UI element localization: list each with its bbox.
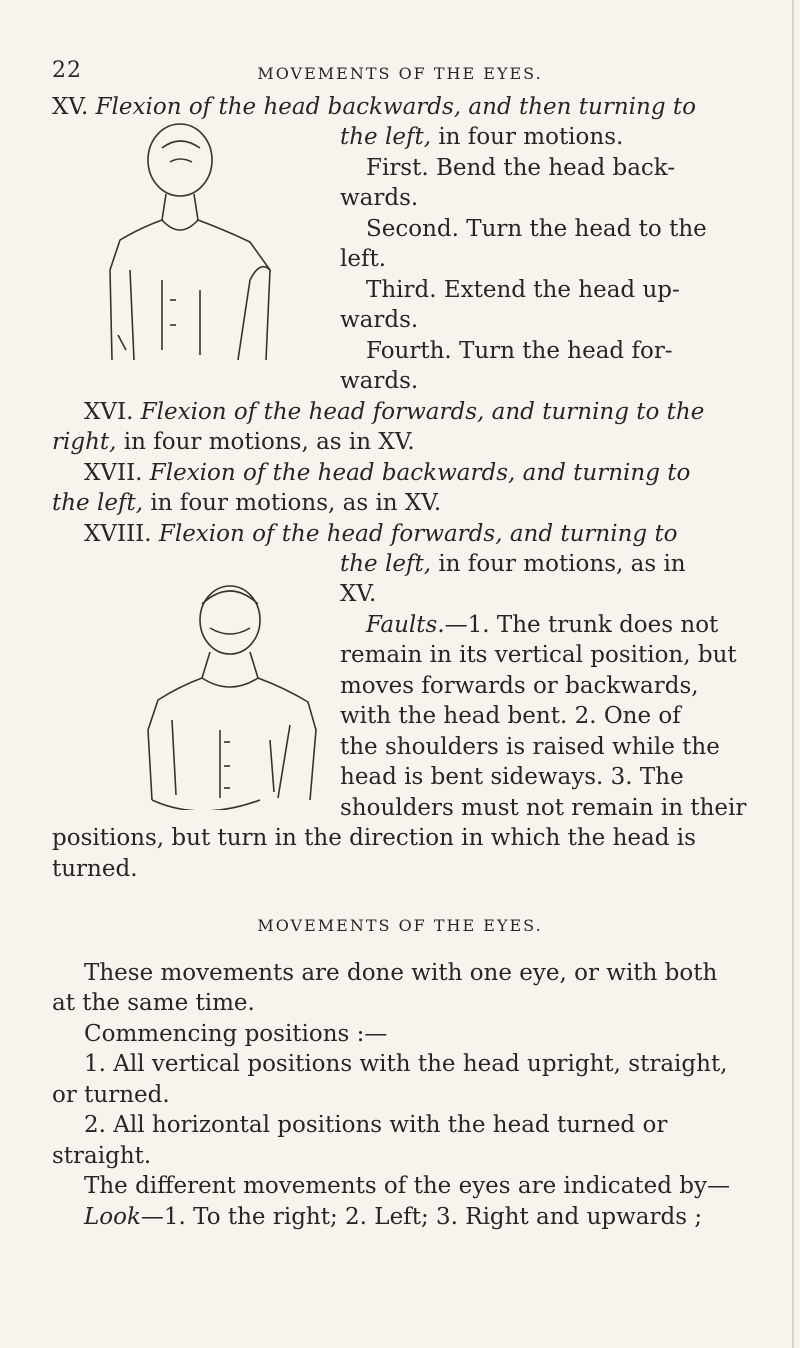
exercise-xvii-title-line2 bbox=[52, 488, 441, 518]
exercise-title: Flexion of the head backwards, and turning to bbox=[149, 460, 691, 486]
step-text: left. bbox=[340, 246, 387, 272]
paragraph-line: 2. All horizontal positions with the head turned or bbox=[84, 1112, 668, 1138]
page-edge bbox=[792, 0, 794, 1348]
faults-line: remain in its vertical position, but bbox=[340, 642, 737, 668]
step-text: First. Bend the head back- bbox=[366, 155, 676, 181]
exercise-title-rest: in four motions, as in bbox=[431, 551, 686, 577]
faults-line: shoulders must not remain in their bbox=[340, 795, 747, 821]
page-number: 22 bbox=[52, 58, 82, 83]
exercise-xvii-title-line1 bbox=[84, 458, 690, 488]
faults-line: moves forwards or backwards, bbox=[340, 673, 699, 699]
exercise-xviii-title-line2 bbox=[340, 549, 686, 579]
faults-line: head is bent sideways. 3. The bbox=[340, 764, 684, 790]
exercise-number: XV. bbox=[52, 94, 89, 120]
exercise-title-rest: in four motions, as in XV. bbox=[116, 429, 415, 455]
paragraph-line: These movements are done with one eye, or with both bbox=[84, 960, 718, 986]
paragraph-line bbox=[84, 1202, 702, 1232]
section-heading: MOVEMENTS OF THE EYES. bbox=[257, 916, 543, 935]
faults-line: with the head bent. 2. One of bbox=[340, 703, 681, 729]
exercise-title-italic: the left, bbox=[52, 490, 144, 516]
step-text: Third. Extend the head up- bbox=[366, 277, 680, 303]
exercise-title: Flexion of the head forwards, and turning to bbox=[158, 521, 678, 547]
exercise-title-rest: in four motions. bbox=[431, 124, 624, 150]
running-head: MOVEMENTS OF THE EYES. bbox=[257, 64, 543, 83]
exercise-title-italic: the left, bbox=[340, 124, 432, 150]
step-text: Fourth. Turn the head for- bbox=[366, 338, 673, 364]
faults-label: Faults. bbox=[366, 612, 445, 638]
exercise-number: XVIII. bbox=[84, 521, 152, 547]
faults-line: turned. bbox=[52, 856, 138, 882]
exercise-title-rest: in four motions, as in XV. bbox=[143, 490, 442, 516]
exercise-xv-title-line2 bbox=[340, 122, 623, 152]
exercise-number: XVII. bbox=[84, 460, 143, 486]
paragraph-line: at the same time. bbox=[52, 990, 255, 1016]
paragraph-line: or turned. bbox=[52, 1082, 170, 1108]
paragraph-line: The different movements of the eyes are indicated by— bbox=[84, 1173, 730, 1199]
paragraph-line: Commencing positions :— bbox=[84, 1021, 388, 1047]
look-label: Look bbox=[84, 1204, 141, 1230]
exercise-title-italic: right, bbox=[52, 429, 117, 455]
step-text: wards. bbox=[340, 185, 419, 211]
paragraph-line: 1. All vertical positions with the head upright, straight, bbox=[84, 1051, 728, 1077]
faults-text: —1. The trunk does not bbox=[444, 612, 719, 638]
exercise-xviii-title-line3: XV. bbox=[340, 581, 377, 607]
faults-line bbox=[366, 610, 718, 640]
exercise-xv-title-line1 bbox=[52, 92, 696, 122]
paragraph-line: straight. bbox=[52, 1143, 152, 1169]
step-text: wards. bbox=[340, 368, 419, 394]
faults-line: the shoulders is raised while the bbox=[340, 734, 720, 760]
exercise-title-italic: the left, bbox=[340, 551, 432, 577]
figure-head-forwards-illustration bbox=[140, 560, 330, 810]
look-text: —1. To the right; 2. Left; 3. Right and upwards ; bbox=[140, 1204, 703, 1230]
figure-head-backwards-illustration bbox=[100, 110, 285, 360]
exercise-xviii-title-line1 bbox=[84, 519, 678, 549]
exercise-title: Flexion of the head backwards, and then turning to bbox=[95, 94, 696, 120]
exercise-title: Flexion of the head forwards, and turning to the bbox=[140, 399, 705, 425]
step-text: wards. bbox=[340, 307, 419, 333]
exercise-xvi-title-line1 bbox=[84, 397, 704, 427]
faults-line: positions, but turn in the direction in which the head is bbox=[52, 825, 696, 851]
step-text: Second. Turn the head to the bbox=[366, 216, 707, 242]
exercise-xvi-title-line2 bbox=[52, 427, 415, 457]
exercise-number: XVI. bbox=[84, 399, 134, 425]
